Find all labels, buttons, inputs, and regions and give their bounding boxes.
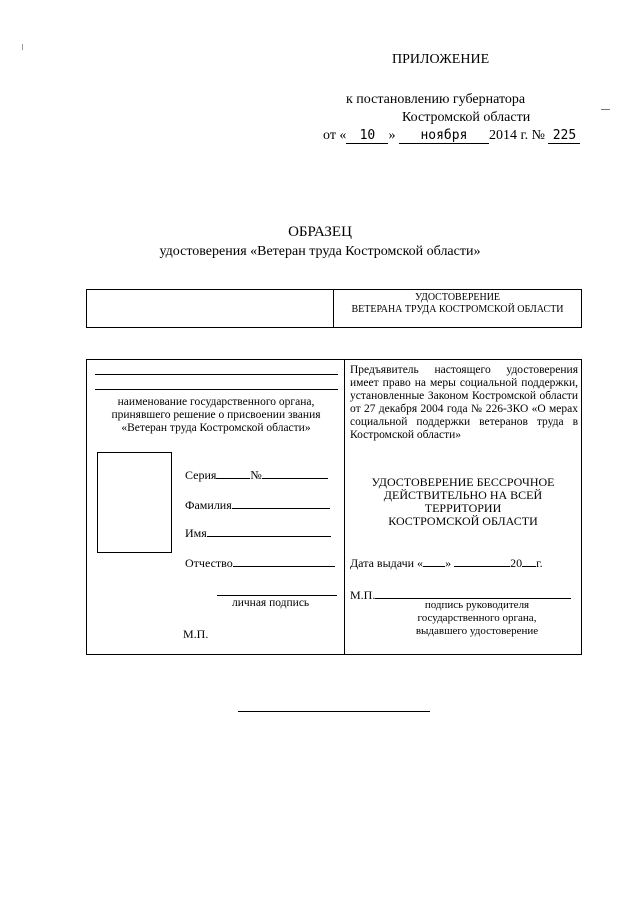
- issue-century: 20: [510, 556, 523, 570]
- issue-date-label: Дата выдачи «: [350, 556, 424, 570]
- patronymic-label: Отчество: [185, 556, 233, 570]
- validity-line-4: КОСТРОМСКОЙ ОБЛАСТИ: [388, 514, 538, 528]
- cover-caption: [334, 290, 581, 327]
- personal-signature-line: [217, 595, 337, 596]
- series-label: Серия: [185, 468, 217, 482]
- issue-month-blank: [454, 553, 510, 567]
- closing-rule: [238, 711, 430, 712]
- patronymic-blank: [233, 553, 335, 567]
- org-caption-line-2: принявшего решение о присвоении звания: [111, 409, 321, 421]
- appendix-title: ПРИЛОЖЕНИЕ: [392, 52, 490, 67]
- appendix-region: Костромской области: [402, 110, 531, 125]
- certificate-cover: [86, 289, 582, 328]
- validity-line-3: ТЕРРИТОРИИ: [424, 501, 502, 515]
- stamp-label-left: М.П.: [183, 627, 209, 641]
- surname-blank: [232, 495, 330, 509]
- decree-number: 225: [548, 129, 580, 144]
- validity-line-2: ДЕЙСТВИТЕЛЬНО НА ВСЕЙ: [383, 488, 543, 502]
- date-month: ноября: [399, 129, 489, 144]
- head-caption-line-2: государственного органа,: [417, 612, 537, 624]
- org-caption-line-3: «Ветеран труда Костромской области»: [121, 422, 311, 434]
- org-name-line-1: [95, 374, 338, 375]
- issue-date-quote: »: [445, 556, 452, 570]
- org-name-line-2: [95, 389, 338, 390]
- org-caption: [89, 396, 343, 435]
- date-day: 10: [346, 129, 388, 144]
- validity-line-1: УДОСТОВЕРЕНИЕ БЕССРОЧНОЕ: [371, 475, 555, 489]
- name-blank: [207, 523, 331, 537]
- date-day-close: »: [388, 128, 396, 143]
- issue-year-suffix: г.: [536, 556, 543, 570]
- org-caption-line-1: наименование государственного органа,: [117, 396, 315, 408]
- certificate-inner-spread: [86, 359, 582, 655]
- head-signature-caption: [377, 599, 577, 638]
- doc-title: ОБРАЗЕЦ: [288, 224, 352, 240]
- surname-label: Фамилия: [185, 498, 232, 512]
- photo-placeholder: [97, 452, 172, 553]
- cover-line-2: ВЕТЕРАНА ТРУДА КОСТРОМСКОЙ ОБЛАСТИ: [351, 304, 564, 315]
- name-label: Имя: [185, 526, 207, 540]
- validity-statement: [345, 476, 581, 528]
- scan-mark: [601, 109, 610, 110]
- issue-date-field: [350, 553, 543, 571]
- personal-signature-caption: личная подпись: [232, 597, 310, 609]
- number-label: №: [250, 468, 262, 482]
- issue-day-blank: [423, 553, 445, 567]
- surname-field: [185, 495, 330, 513]
- head-caption-line-1: подпись руководителя: [424, 599, 530, 611]
- doc-subtitle: удостоверения «Ветеран труда Костромской области»: [159, 244, 481, 259]
- cover-line-1: УДОСТОВЕРЕНИЕ: [414, 292, 501, 303]
- appendix-date-line: [323, 128, 580, 144]
- rights-statement: Предъявитель настоящего удостоверения имеет право на меры социальной поддержки, установленные Законом Костромской области от 27 декабря 2004 года № 226-ЗКО «О мерах социальной поддержки ветеранов труда в Костромской области»: [350, 364, 578, 441]
- issue-year-blank: [522, 553, 536, 567]
- date-year: 2014 г. №: [488, 128, 545, 143]
- name-field: [185, 523, 331, 541]
- scan-mark: [22, 44, 23, 50]
- stamp-label-right: М.П.: [350, 588, 376, 602]
- appendix-reference: к постановлению губернатора: [346, 92, 526, 107]
- series-blank: [216, 465, 250, 479]
- head-signature-line: [375, 585, 571, 599]
- patronymic-field: [185, 553, 335, 571]
- number-blank: [262, 465, 328, 479]
- head-caption-line-3: выдавшего удостоверение: [415, 625, 539, 637]
- date-prefix: от «: [323, 128, 347, 143]
- series-number-field: [185, 465, 328, 483]
